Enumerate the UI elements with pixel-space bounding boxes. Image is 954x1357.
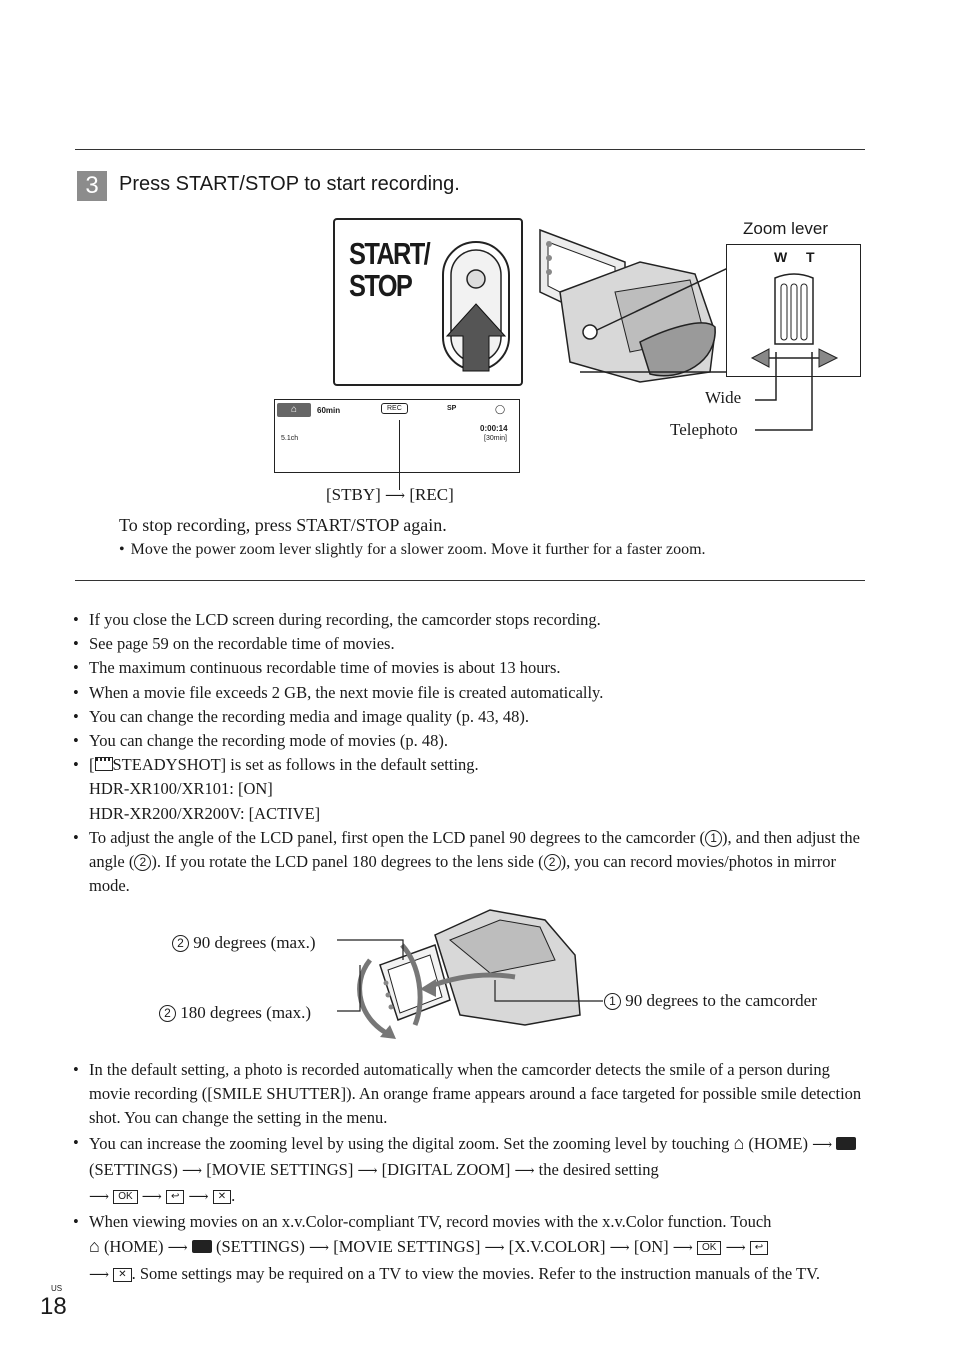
step-number: 3 [77,171,107,201]
home-icon: ⌂ [89,1236,100,1257]
notes-list-2 [70,1058,870,1288]
lcd-callout-lines [335,935,605,1015]
list-item: • See page 59 on the recordable time of movies. [70,632,870,656]
list-item: • You can change the recording media and image quality (p. 43, 48). [70,705,870,729]
label-90-max: 2 90 degrees (max.) [172,933,316,953]
camcorder-illustration [520,222,730,387]
settings-toolbox-icon [836,1137,856,1150]
time-counter: 0:00:14 [480,424,508,433]
list-item: • When a movie file exceeds 2 GB, the next movie file is created automatically. [70,681,870,705]
remaining-time: [30min] [484,435,507,442]
rec-indicator: REC [381,403,408,414]
notes-list [70,608,870,898]
record-button-arrow-icon [439,236,513,376]
close-key-icon: ✕ [113,1268,131,1282]
ok-key-icon: OK [697,1241,721,1255]
step-title: Press START/STOP to start recording. [119,173,460,195]
list-item: • When viewing movies on an x.v.Color-compliant TV, record movies with the x.v.Color function. Touch ⌂ (HOME) ⟶ (SETTINGS) ⟶ [MOVIE SETTINGS] ⟶ [X.V.COLOR] ⟶ [ON] ⟶ OK ⟶ ↩ ⟶ ✕ . Some settings may be required on a TV to view the movies. Refer to the instruction manuals of the TV. [70,1210,870,1288]
zoom-w-label: W [774,249,788,265]
return-key-icon: ↩ [166,1190,184,1204]
zoom-t-label: T [806,249,815,265]
rec-callout-line [399,420,400,490]
battery-remaining: 60min [317,406,341,415]
list-item: • In the default setting, a photo is recorded automatically when the camcorder detects the smile of a person during movie recording ([SMILE SHUTTER]). An orange frame appears around a face targeted for possible smile detection shot. You can change the setting in the menu. [70,1058,870,1131]
stby-rec-caption: [STBY] ⟶ [REC] [326,485,454,504]
quality-indicator: SP [447,405,457,412]
zoom-note: • Move the power zoom lever slightly for a slower zoom. Move it further for a faster zoom. [119,541,706,558]
stop-label: STOP [349,268,412,303]
label-90-camcorder: 1 90 degrees to the camcorder [604,991,817,1011]
list-item: • You can change the recording mode of movies (p. 48). [70,729,870,753]
media-icon: ◯ [495,404,506,414]
zoom-callout-lines [740,350,820,435]
list-item: • If you close the LCD screen during recording, the camcorder stops recording. [70,608,870,632]
page-region: US [51,1284,63,1293]
lcd-screen [274,399,520,473]
list-item: • [ STEADYSHOT] is set as follows in the default setting. HDR-XR100/XR101: [ON] HDR-XR200/XR200V: [ACTIVE] [70,753,870,826]
home-icon[interactable]: ⌂ [277,403,311,417]
top-rule [75,149,865,150]
start-label: START/ [349,236,430,271]
audio-indicator: 5.1ch [281,435,299,442]
steadyshot-icon [95,757,113,771]
return-key-icon: ↩ [750,1241,768,1255]
list-item: • To adjust the angle of the LCD panel, first open the LCD panel 90 degrees to the camcorder ( 1 ), and then adjust the angle ( 2 ). If you rotate the LCD panel 180 degrees to the lens side ( 2 ), you can record movies/photos in mirror mode. [70,826,870,899]
ok-key-icon: OK [113,1190,137,1204]
home-icon: ⌂ [733,1132,745,1153]
close-key-icon: ✕ [213,1190,231,1204]
settings-toolbox-icon [192,1240,212,1253]
start-stop-illustration [333,218,523,386]
page-number: 18 [40,1293,67,1320]
wide-label: Wide [705,388,742,407]
label-180-max: 2 180 degrees (max.) [159,1003,311,1023]
zoom-lever-label: Zoom lever [743,219,829,238]
list-item: • You can increase the zooming level by using the digital zoom. Set the zooming level by touching ⌂ (HOME) ⟶ (SETTINGS) ⟶ [MOVIE SETTINGS] ⟶ [DIGITAL ZOOM] ⟶ the desired setting ⟶ OK ⟶ ↩ ⟶ ✕ . [70,1131,870,1211]
stop-recording-text: To stop recording, press START/STOP again. [119,515,447,535]
section-rule [75,580,865,581]
list-item: • The maximum continuous recordable time of movies is about 13 hours. [70,656,870,680]
telephoto-label: Telephoto [670,420,738,439]
